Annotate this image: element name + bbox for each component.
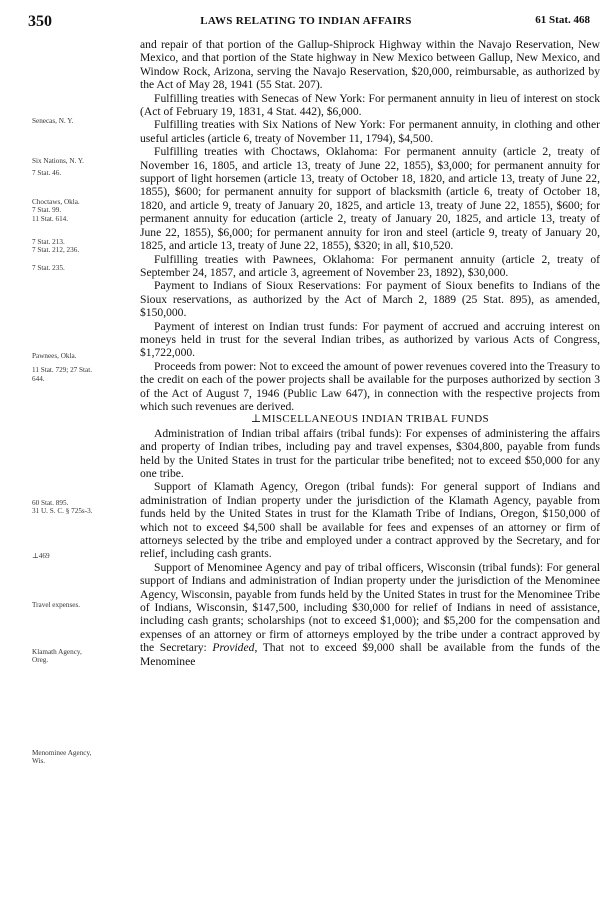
margin-note-line: Six Nations, N. Y. [32,157,84,165]
margin-note [32,264,132,272]
margin-note-line: 31 U. S. C. § 725s-3. [32,507,93,516]
margin-note-line: 7 Stat. 46. [32,169,62,178]
paragraph [140,561,600,668]
margin-note [32,157,132,178]
paragraph: Fulfilling treaties with Pawnees, Oklahoma: For permanent annuity (article 2, treaty of September 24, 1857, and article 3, agreement of November 23, 1892), $30,000. [140,252,600,279]
main-text [140,38,600,668]
margin-note-line: 60 Stat. 895. [32,499,69,507]
margin-note [32,117,132,125]
paragraph-text: Support of Menominee Agency and pay of tribal officers, Wisconsin (tribal funds): For general support of Indians and administration of Indian property under the jurisdiction of the Menominee Agency, Wisconsin, payable from funds held by the United States in trust for the Menominee Tribe of Indians, Wisconsin, $147,500, including $30,000 for relief of Indians in need of assistance, including cash grants; scholarships (not to exceed $1,000); and $5,200 for the compensation and expenses of an attorney or firm of attorneys employed by the tribe under a contract approved by the Secretary: [140,560,600,655]
margin-note-line: 7 Stat. 213. [32,238,65,246]
margin-note-line: ⊥469 [32,552,50,560]
running-title: LAWS RELATING TO INDIAN AFFAIRS [200,15,412,27]
margin-note-line: 7 Stat. 235. [32,264,65,272]
margin-note-line: Klamath Agency, [32,648,82,656]
margin-note-line: Choctaws, Okla. [32,198,80,206]
margin-note [32,648,132,665]
paragraph: Fulfilling treaties with Senecas of New York: For permanent annuity in lieu of interest on stock (Act of February 19, 1831, 4 Stat. 442), $6,000. [140,91,600,119]
margin-note-line: Oreg. [32,656,49,665]
paragraph: Proceeds from power: Not to exceed the amount of power revenues covered into the Treasury to the credit on each of the power projects shall be available for the purposes authorized by section 3 of the Act of August 7, 1946 (Public Law 647), in connection with the respective projects from which such revenues are derived. [140,359,600,413]
margin-note [32,352,132,383]
margin-note-line: Senecas, N. Y. [32,117,74,125]
margin-note [32,499,132,516]
margin-note [32,238,132,255]
paragraph: Fulfilling treaties with Six Nations of New York: For permanent annuity, in clothing and other useful articles (article 6, treaty of November 11, 1794), $4,500. [140,118,600,145]
margin-note-line: 11 Stat. 729; 27 Stat. [32,366,93,375]
paragraph: Payment of interest on Indian trust funds: For payment of accrued and accruing interest on moneys held in trust for the several Indian tribes, as authorized by various Acts of Congress, $1,722,000. [140,319,600,360]
margin-note [32,552,132,560]
margin-note-line: 7 Stat. 212, 236. [32,246,80,255]
margin-note-line: Pawnees, Okla. [32,352,77,360]
margin-note [32,601,132,609]
statute-reference: 61 Stat. 468 [535,14,590,26]
margin-note-line: 11 Stat. 614. [32,214,69,223]
margin-note-line: 7 Stat. 99. [32,206,62,215]
margin-note [32,749,132,766]
margin-note-line: 644. [32,374,45,383]
margin-note-line: Travel expenses. [32,601,81,609]
proviso-italic: Provided [212,641,255,655]
margin-note-line: Wis. [32,757,46,766]
paragraph: Payment to Indians of Sioux Reservations: For payment of Sioux benefits to Indians of the Sioux reservations, as authorized by the Act of March 2, 1889 (25 Stat. 895), as amended, $150,000. [140,279,600,320]
page-number: 350 [28,13,52,30]
section-heading: ⊥MISCELLANEOUS INDIAN TRIBAL FUNDS [250,413,490,426]
margin-note-line: Menominee Agency, [32,749,92,757]
margin-note [32,198,132,223]
paragraph: and repair of that portion of the Gallup-Shiprock Highway within the Navajo Reservation, New Mexico, and that portion of the State highway in New Mexico between Gallup, New Mexico, and Window Rock, Arizona, serving the Navajo Reservation, $20,000, reimbursable, as authorized by the Act of May 28, 1941 (55 Stat. 207). [140,38,600,92]
paragraph: Administration of Indian tribal affairs (tribal funds): For expenses of administering the affairs and property of Indian tribes, including pay and travel expenses, $304,800, payable from funds held by the United States in trust for the particular tribe benefited; not to exceed $50,000 for any one tribe. [140,426,600,480]
page-header [0,13,612,33]
paragraph: Fulfilling treaties with Choctaws, Oklahoma: For permanent annuity (article 2, treaty of November 16, 1805, and article 13, treaty of June 22, 1855), $3,000; for permanent annuity for support of light horsemen (article 13, treaty of October 18, 1820, and article 13, treaty of June 22, 1855), $600; for permanent annuity for support of blacksmith (article 6, treaty of October 18, 1820, and article 9, treaty of January 20, 1825, and article 13, treaty of June 22, 1855), $600; for permanent annuity for education (article 2, treaty of January 20, 1825, and article 13, treaty of June 22, 1855), $6,000; for permanent annuity for iron and steel (article 9, treaty of January 20, 1825, and article 13, treaty of June 22, 1855), $320; in all, $10,520. [140,145,600,253]
paragraph: Support of Klamath Agency, Oregon (tribal funds): For general support of Indians and administration of Indian property under the jurisdiction of the Klamath Agency, payable from funds held by the United States in trust for the Klamath Tribe of Indians, Oregon, $150,000 of which not to exceed $4,500 shall be available for fees and expenses of an attorney or firm of attorneys selected by the tribe and employed under a contract approved by the Secretary, and for relief, including cash grants. [140,480,600,561]
paragraph-text: , That not to exceed $9,000 shall be available from the funds of the Menominee [140,641,600,668]
